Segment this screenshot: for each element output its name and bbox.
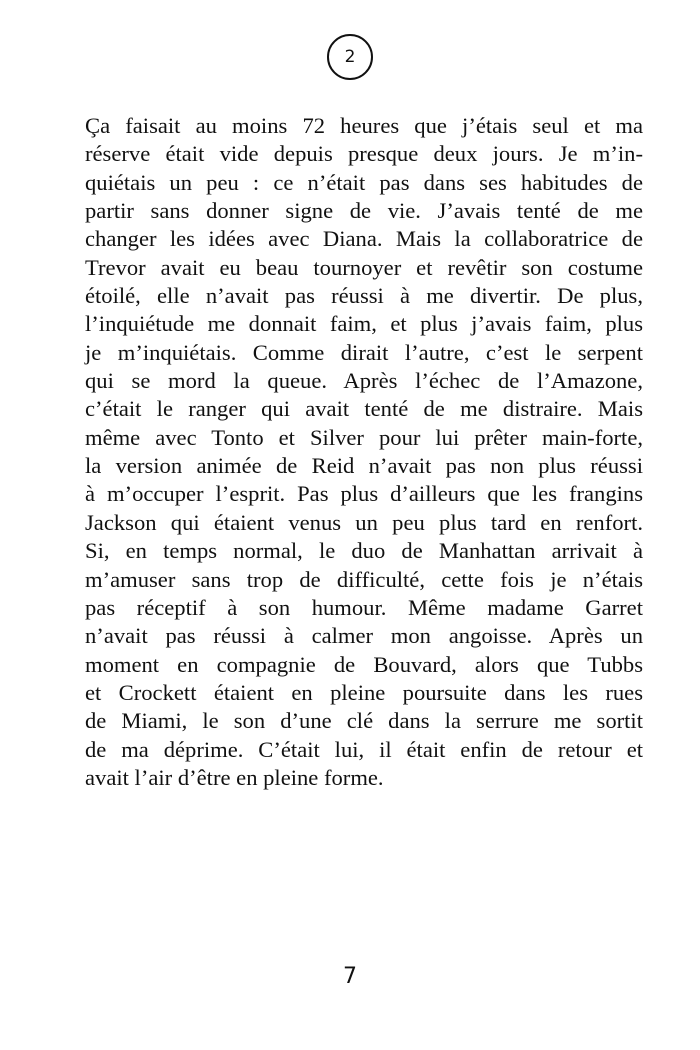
paragraph-line: Trevor avait eu beau tournoyer et revêtir son costume [85,254,643,280]
page-number: 7 [343,964,357,989]
paragraph-line: partir sans donner signe de vie. J’avais tenté de me [85,198,643,224]
paragraph-line: pas réceptif à son humour. Même madame Garret [85,594,643,620]
paragraph-line: et Crockett étaient en pleine poursuite dans les rues [85,679,643,705]
paragraph-line: de ma déprime. C’était lui, il était enfin de retour et [85,736,643,762]
paragraph-line: réserve était vide depuis presque deux jours. Je m’in- [85,141,643,167]
chapter-number-badge: 2 [327,34,373,80]
paragraph-line: qui se mord la queue. Après l’échec de l’Amazone, [85,368,643,394]
paragraph-line: Si, en temps normal, le duo de Manhattan arrivait à [85,538,643,564]
paragraph-line: avait l’air d’être en pleine forme. [85,764,384,790]
paragraph-line: moment en compagnie de Bouvard, alors que Tubbs [85,651,643,677]
paragraph-line: étoilé, elle n’avait pas réussi à me divertir. De plus, [85,283,643,309]
body-paragraph [85,112,643,792]
paragraph-line: quiétais un peu : ce n’était pas dans ses habitudes de [85,169,643,195]
paragraph-line: de Miami, le son d’une clé dans la serrure me sortit [85,708,643,734]
paragraph-line: même avec Tonto et Silver pour lui prêter main-forte, [85,424,643,450]
paragraph-line: m’amuser sans trop de difficulté, cette fois je n’étais [85,566,643,592]
paragraph-line: c’était le ranger qui avait tenté de me distraire. Mais [85,396,643,422]
paragraph-line: Jackson qui étaient venus un peu plus tard en renfort. [85,509,643,535]
paragraph-line: l’inquiétude me donnait faim, et plus j’avais faim, plus [85,311,643,337]
paragraph-line: changer les idées avec Diana. Mais la collaboratrice de [85,226,643,252]
paragraph-line: je m’inquiétais. Comme dirait l’autre, c’est le serpent [85,339,643,365]
paragraph-line: Ça faisait au moins 72 heures que j’étais seul et ma [85,113,643,138]
paragraph-line: n’avait pas réussi à calmer mon angoisse. Après un [85,623,643,649]
paragraph-line: la version animée de Reid n’avait pas non plus réussi [85,453,643,479]
paragraph-line: à m’occuper l’esprit. Pas plus d’ailleurs que les frangins [85,481,643,507]
